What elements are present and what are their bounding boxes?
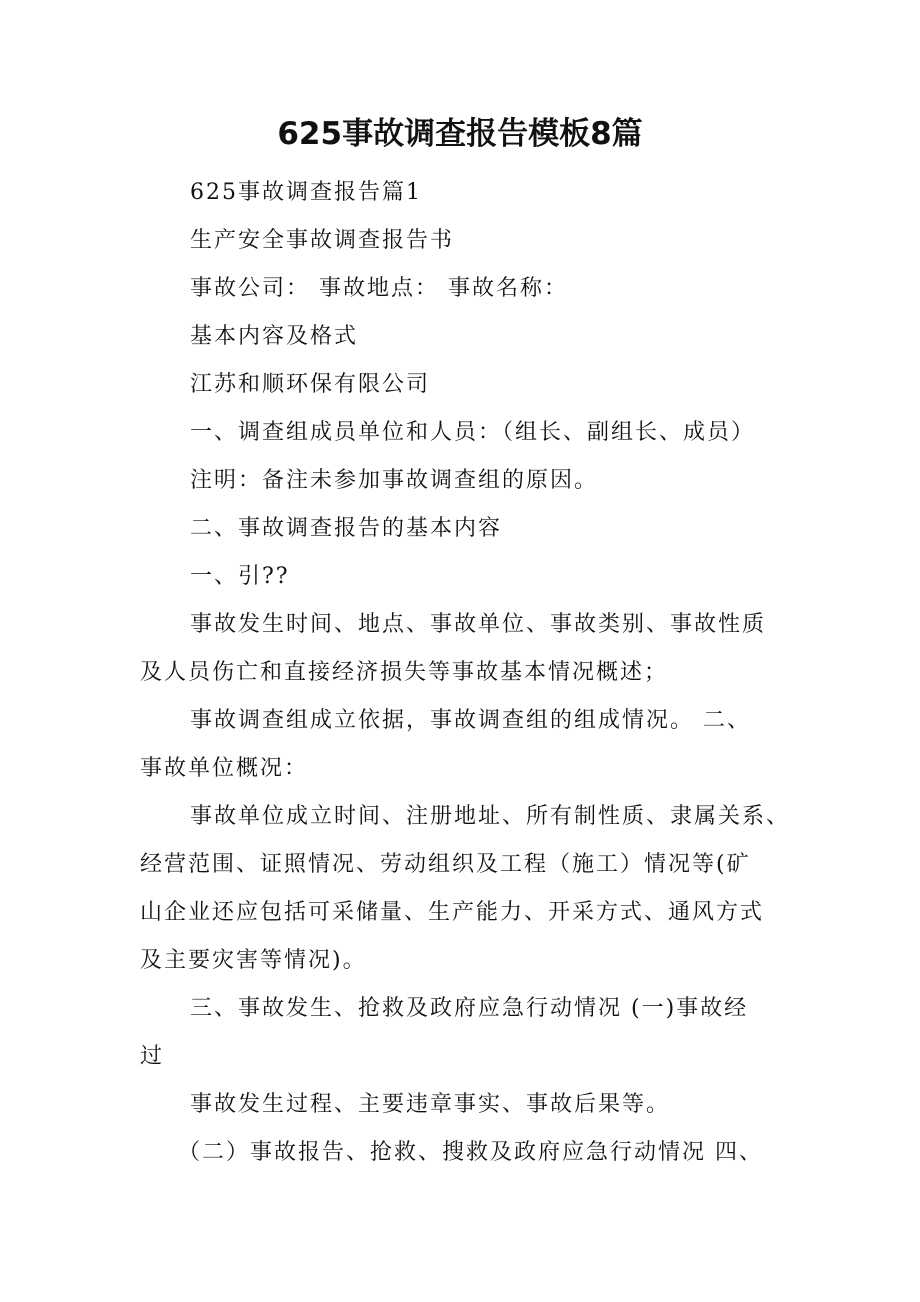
paragraph-line: 山企业还应包括可采储量、生产能力、开采方式、通风方式 — [140, 900, 765, 925]
paragraph-line: 事故单位成立时间、注册地址、所有制性质、隶属关系、 — [190, 804, 791, 829]
accident-info-fields: 事故公司： 事故地点： 事故名称： — [190, 276, 568, 301]
paragraph-line: 三、事故发生、抢救及政府应急行动情况 (一)事故经 — [190, 996, 749, 1021]
paragraph-line: 及主要灾害等情况)。 — [140, 948, 367, 973]
paragraph-line: 事故发生过程、主要违章事实、事故后果等。 — [190, 1092, 671, 1117]
paragraph-line: 过 — [140, 1044, 165, 1069]
paragraph-line: 事故调查组成立依据，事故调查组的组成情况。 二、 — [190, 708, 751, 733]
section-introduction: 一、引?? — [190, 564, 290, 589]
paragraph-line: 经营范围、证照情况、劳动组织及工程（施工）情况等(矿 — [140, 852, 751, 877]
paragraph-note: 注明：备注未参加事故调查组的原因。 — [190, 468, 599, 493]
report-heading: 625事故调查报告篇1 — [190, 180, 422, 205]
section-report-content: 二、事故调查报告的基本内容 — [190, 516, 503, 541]
paragraph-line: 事故发生时间、地点、事故单位、事故类别、事故性质 — [190, 612, 767, 637]
company-name: 江苏和顺环保有限公司 — [190, 372, 431, 397]
report-book-title: 生产安全事故调查报告书 — [190, 228, 455, 253]
paragraph-team-members: 一、调查组成员单位和人员：（组长、副组长、成员） — [190, 420, 756, 445]
paragraph-line: 事故单位概况： — [140, 756, 309, 781]
paragraph-line: 及人员伤亡和直接经济损失等事故基本情况概述； — [140, 660, 669, 685]
document-title: 625事故调查报告模板8篇 — [277, 116, 643, 152]
section-basic-format: 基本内容及格式 — [190, 324, 359, 349]
paragraph-line: （二）事故报告、抢救、搜救及政府应急行动情况 四、 — [178, 1140, 763, 1165]
